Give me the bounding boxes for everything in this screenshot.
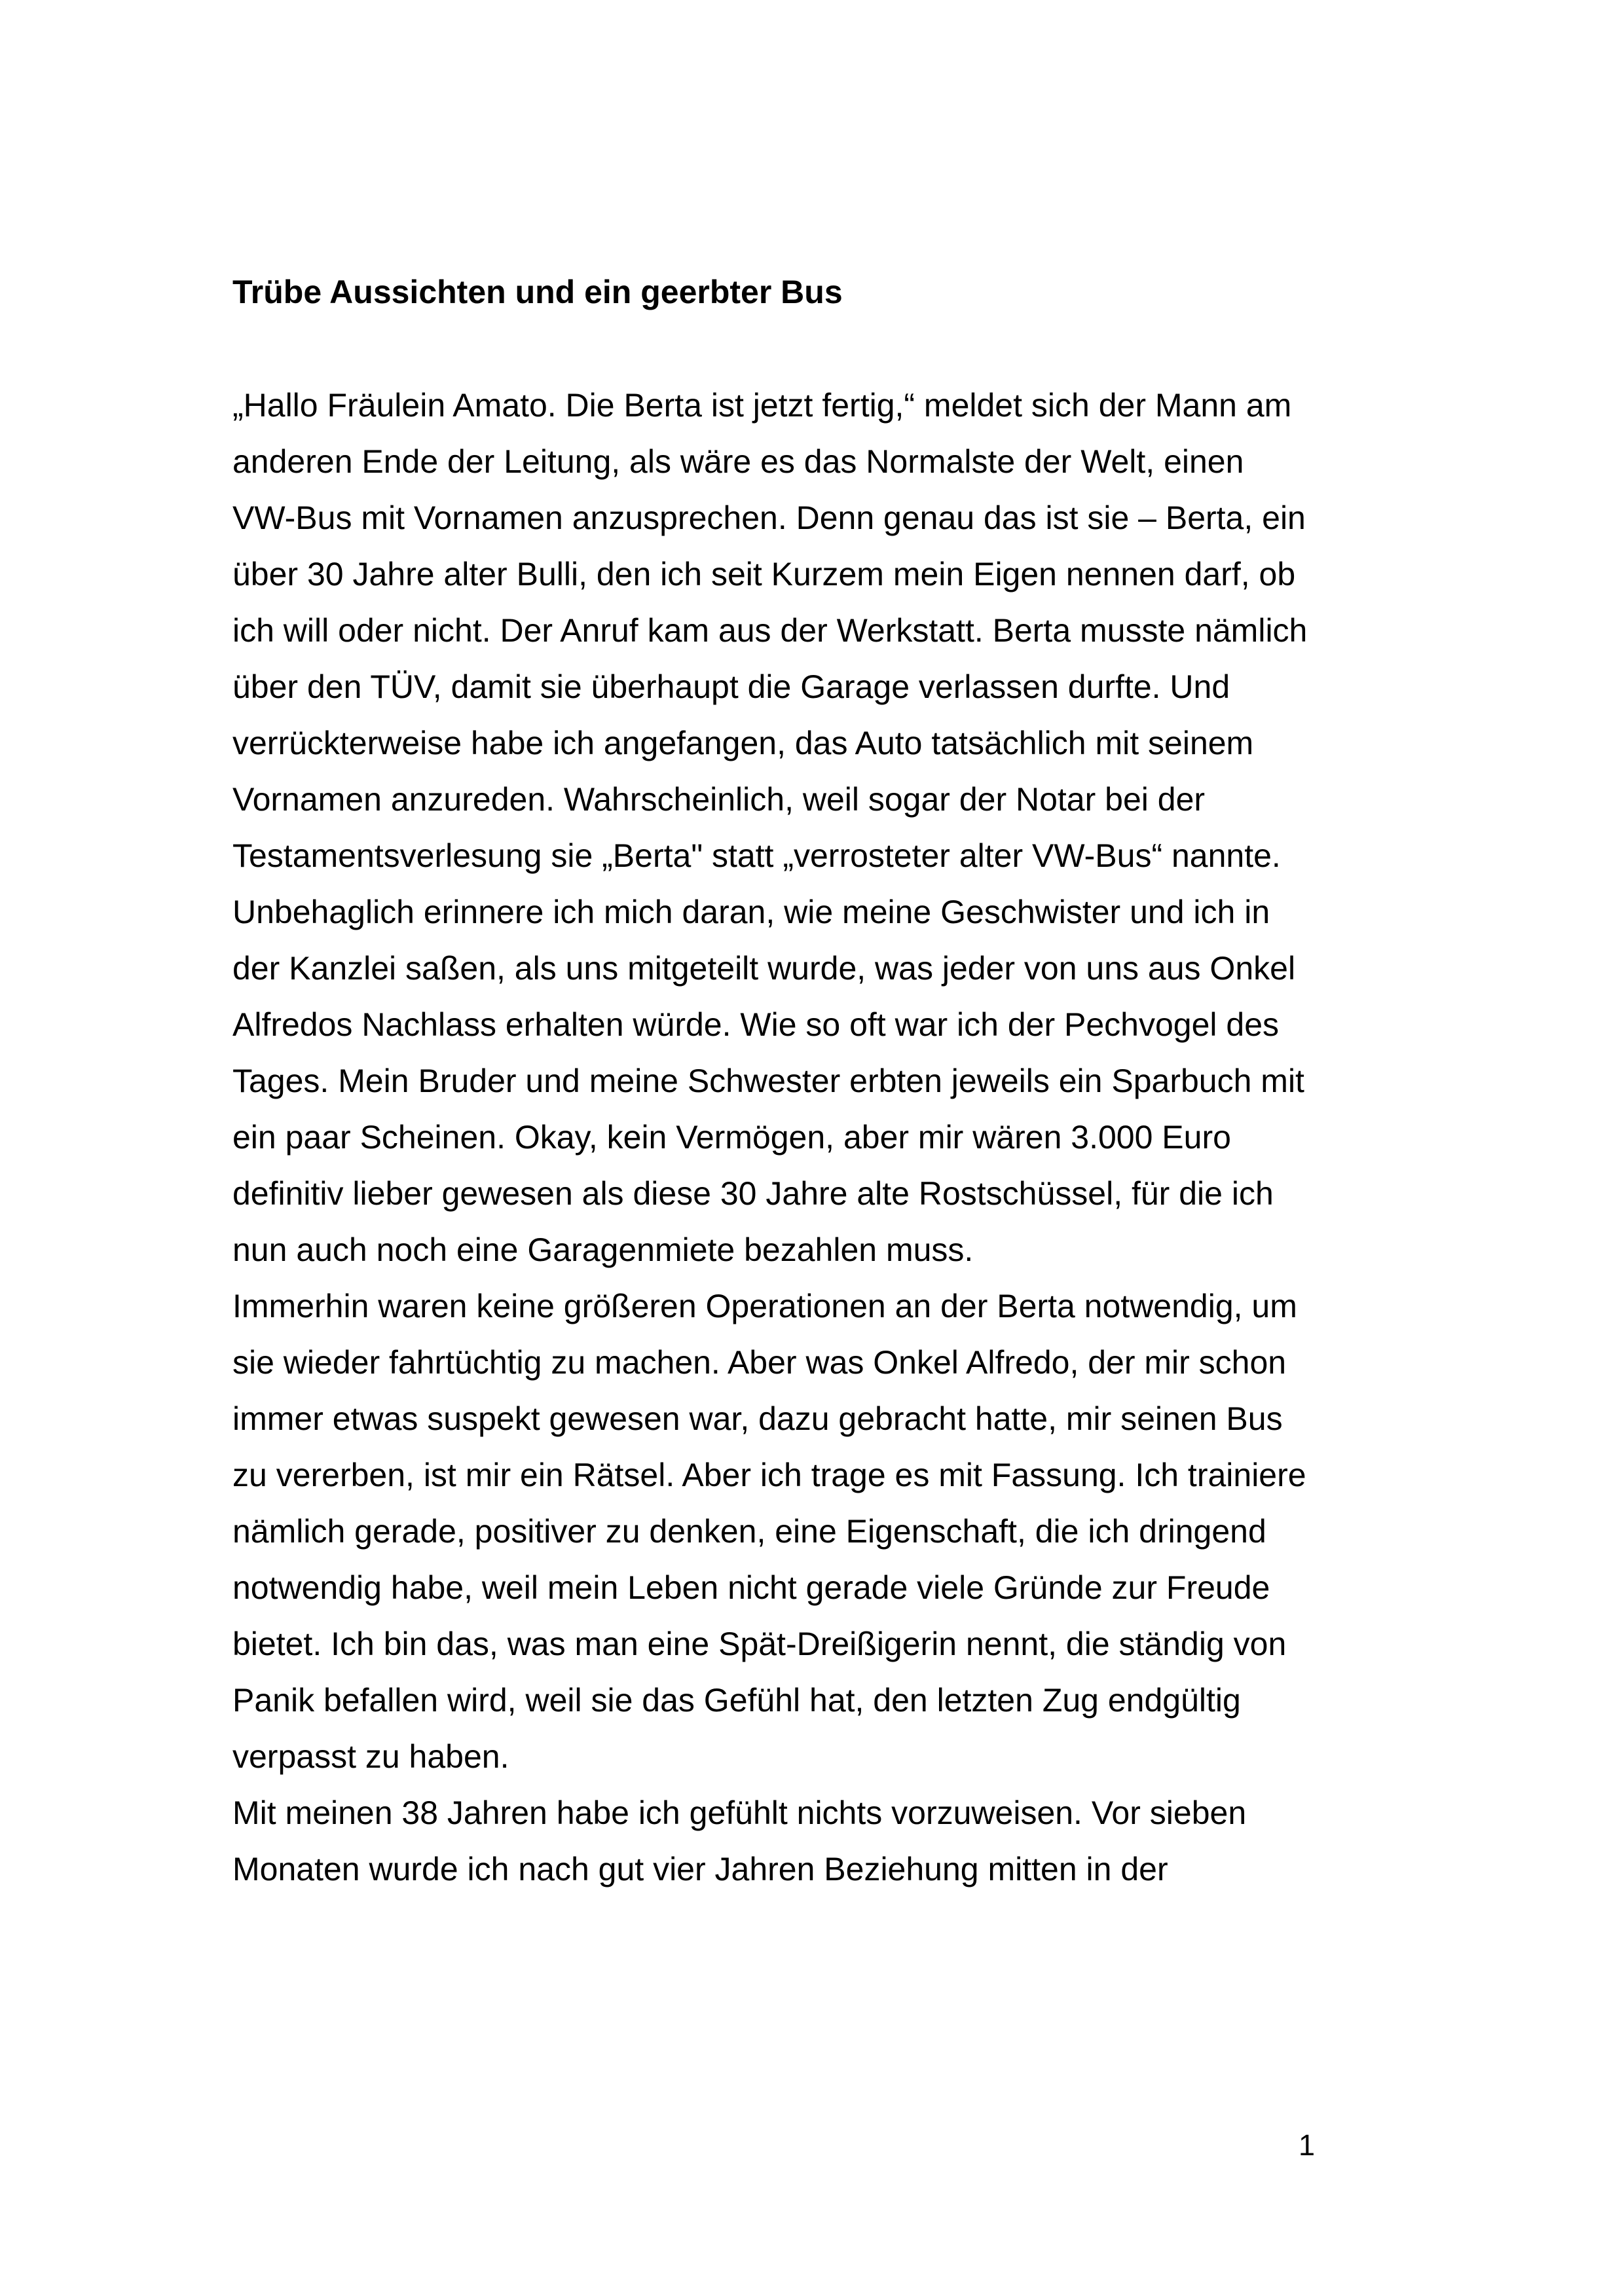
text-line: über 30 Jahre alter Bulli, den ich seit Kurzem mein Eigen nennen darf, ob bbox=[232, 556, 1296, 592]
page-number: 1 bbox=[1298, 2128, 1315, 2162]
text-line: über den TÜV, damit sie überhaupt die Garage verlassen durfte. Und bbox=[232, 668, 1230, 705]
text-line: verpasst zu haben. bbox=[232, 1738, 509, 1775]
page-title: Trübe Aussichten und ein geerbter Bus bbox=[232, 274, 843, 310]
text-line: Monaten wurde ich nach gut vier Jahren Beziehung mitten in der bbox=[232, 1851, 1168, 1887]
text-line: nämlich gerade, positiver zu denken, eine Eigenschaft, die ich dringend bbox=[232, 1513, 1266, 1550]
text-line: zu vererben, ist mir ein Rätsel. Aber ich trage es mit Fassung. Ich trainiere bbox=[232, 1457, 1306, 1493]
text-line: Vornamen anzureden. Wahrscheinlich, weil sogar der Notar bei der bbox=[232, 781, 1206, 818]
text-line: ein paar Scheinen. Okay, kein Vermögen, aber mir wären 3.000 Euro bbox=[232, 1119, 1231, 1156]
text-line: Alfredos Nachlass erhalten würde. Wie so oft war ich der Pechvogel des bbox=[232, 1006, 1279, 1043]
text-line: „Hallo Fräulein Amato. Die Berta ist jetzt fertig,“ meldet sich der Mann am bbox=[232, 387, 1292, 424]
text-line: verrückterweise habe ich angefangen, das Auto tatsächlich mit seinem bbox=[232, 725, 1254, 761]
text-line: bietet. Ich bin das, was man eine Spät-Dreißigerin nennt, die ständig von bbox=[232, 1626, 1287, 1662]
text-line: Unbehaglich erinnere ich mich daran, wie meine Geschwister und ich in bbox=[232, 894, 1270, 930]
body-text bbox=[232, 377, 1315, 1897]
text-line: der Kanzlei saßen, als uns mitgeteilt wurde, was jeder von uns aus Onkel bbox=[232, 950, 1296, 987]
text-line: Mit meinen 38 Jahren habe ich gefühlt nichts vorzuweisen. Vor sieben bbox=[232, 1795, 1247, 1831]
text-line: definitiv lieber gewesen als diese 30 Jahre alte Rostschüssel, für die ich bbox=[232, 1175, 1274, 1212]
text-line: notwendig habe, weil mein Leben nicht gerade viele Gründe zur Freude bbox=[232, 1569, 1270, 1606]
text-line: Testamentsverlesung sie „Berta" statt „verrosteter alter VW-Bus“ nannte. bbox=[232, 837, 1281, 874]
text-line: Panik befallen wird, weil sie das Gefühl hat, den letzten Zug endgültig bbox=[232, 1682, 1241, 1719]
text-line: VW-Bus mit Vornamen anzusprechen. Denn genau das ist sie – Berta, ein bbox=[232, 500, 1306, 536]
text-line: Tages. Mein Bruder und meine Schwester erbten jeweils ein Sparbuch mit bbox=[232, 1063, 1304, 1099]
text-line: ich will oder nicht. Der Anruf kam aus der Werkstatt. Berta musste nämlich bbox=[232, 612, 1308, 649]
footer bbox=[232, 2117, 1315, 2174]
text-line: nun auch noch eine Garagenmiete bezahlen muss. bbox=[232, 1231, 974, 1268]
text-line: sie wieder fahrtüchtig zu machen. Aber was Onkel Alfredo, der mir schon bbox=[232, 1344, 1287, 1381]
text-line: anderen Ende der Leitung, als wäre es das Normalste der Welt, einen bbox=[232, 443, 1244, 480]
text-line: immer etwas suspekt gewesen war, dazu gebracht hatte, mir seinen Bus bbox=[232, 1400, 1283, 1437]
text-line: Immerhin waren keine größeren Operationen an der Berta notwendig, um bbox=[232, 1288, 1297, 1324]
